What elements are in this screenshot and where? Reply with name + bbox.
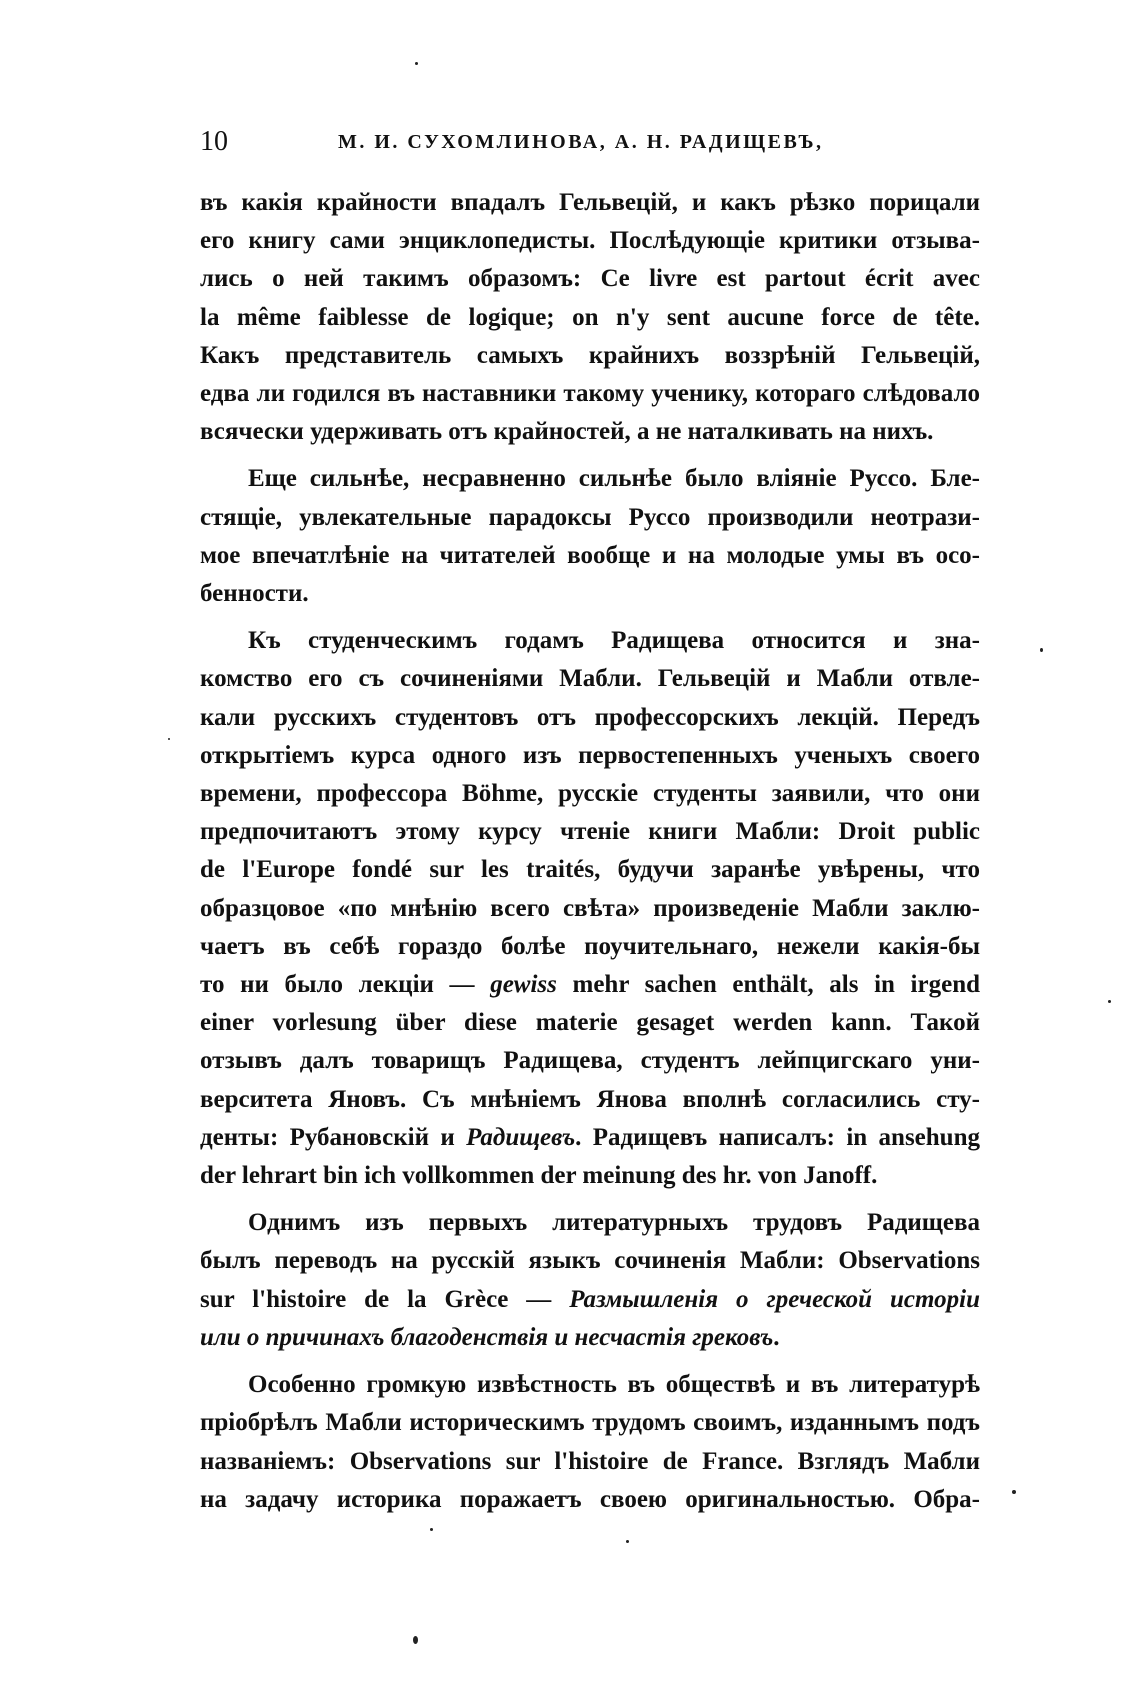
text-line: времени, профессора Böhme, русскіе студенты заявили, что они xyxy=(200,780,980,808)
text-line: Особенно громкую извѣстность въ обществѣ и въ литературѣ xyxy=(248,1371,980,1399)
paragraph-3 xyxy=(200,622,980,1195)
text-line xyxy=(200,1119,980,1157)
scan-speck xyxy=(413,1636,418,1644)
text-run: . xyxy=(773,1323,780,1351)
paragraph-1 xyxy=(200,184,980,451)
scan-speck xyxy=(168,738,170,740)
text-line: отзывъ далъ товарищъ Радищева, студентъ лейпцигскаго уни- xyxy=(200,1047,980,1075)
text-line: einer vorlesung über diese materie gesaget werden kann. Такой xyxy=(200,1009,980,1037)
text-line: открытіемъ курса одного изъ первостепенныхъ ученыхъ своего xyxy=(200,741,980,769)
scan-speck xyxy=(430,1528,433,1531)
italic-text: gewiss xyxy=(490,971,557,999)
scan-speck xyxy=(1108,1000,1111,1003)
text-line: бенности. xyxy=(200,580,309,608)
paragraph-5 xyxy=(200,1366,980,1519)
text-line: стящіе, увлекательные парадоксы Руссо производили неотрази- xyxy=(200,503,980,531)
text-line xyxy=(200,966,980,1004)
body-text xyxy=(200,184,980,1528)
text-line: на задачу историка поражаетъ своею оригинальностью. Обра- xyxy=(200,1485,980,1513)
text-line: Къ студенческимъ годамъ Радищева относится и зна- xyxy=(248,627,980,655)
text-line: Какъ представитель самыхъ крайнихъ воззрѣній Гельвецій, xyxy=(200,341,980,369)
italic-text: Радищевъ xyxy=(466,1123,576,1151)
page-header xyxy=(200,122,980,162)
text-run: mehr sachen enthält, als in irgend xyxy=(556,971,981,999)
paragraph-2 xyxy=(200,460,980,613)
text-line xyxy=(200,1319,980,1357)
text-line: комство его съ сочиненіями Мабли. Гельвецій и Мабли отвле- xyxy=(200,665,980,693)
page-number: 10 xyxy=(200,126,228,157)
text-line: предпочитаютъ этому курсу чтеніе книги Мабли: Droit public xyxy=(200,818,980,846)
scan-speck xyxy=(1012,1490,1016,1494)
scan-speck xyxy=(626,1540,629,1543)
text-run: то ни было лекціи — xyxy=(200,971,491,999)
running-head: М. И. СУХОМЛИНОВА, А. Н. РАДИЩЕВЪ, xyxy=(338,131,824,153)
text-line: чаетъ въ себѣ гораздо болѣе поучительнаго, нежели какія-бы xyxy=(200,932,980,960)
italic-text: или о причинахъ благоденствія и несчастія грековъ xyxy=(200,1323,774,1351)
text-line: Однимъ изъ первыхъ литературныхъ трудовъ Радищева xyxy=(248,1209,980,1237)
text-line: Еще сильнѣе, несравненно сильнѣе было вліяніе Руссо. Бле- xyxy=(248,465,980,493)
text-line: верситета Яновъ. Съ мнѣніемъ Янова вполнѣ согласились сту- xyxy=(200,1085,980,1113)
text-line: образцовое «по мнѣнію всего свѣта» произведеніе Мабли заклю- xyxy=(200,894,980,922)
text-run: . Радищевъ написалъ: in ansehung xyxy=(575,1123,980,1151)
text-line: его книгу сами энциклопедисты. Послѣдующіе критики отзыва- xyxy=(200,227,980,255)
paragraph-4 xyxy=(200,1204,980,1357)
text-line: едва ли годился въ наставники такому ученику, котораго слѣдовало xyxy=(200,380,980,408)
text-run: sur l'histoire de la Grèce — xyxy=(200,1285,570,1313)
text-line: названіемъ: Observations sur l'histoire de France. Взглядъ Мабли xyxy=(200,1447,980,1475)
text-line: la même faiblesse de logique; on n'y sent aucune force de tête. xyxy=(200,303,980,331)
scan-speck xyxy=(1040,648,1043,652)
italic-text: Размышленія о греческой исторіи xyxy=(569,1285,980,1313)
text-line: въ какія крайности впадалъ Гельвецій, и какъ рѣзко порицали xyxy=(200,189,980,216)
text-line: de l'Europe fondé sur les traités, будучи заранѣе увѣрены, что xyxy=(200,856,980,884)
text-line: пріобрѣлъ Мабли историческимъ трудомъ своимъ, изданнымъ подъ xyxy=(200,1409,980,1437)
text-line: всячески удерживать отъ крайностей, а не наталкивать на нихъ. xyxy=(200,418,934,446)
text-line: der lehrart bin ich vollkommen der meinung des hr. von Janoff. xyxy=(200,1162,878,1190)
text-line: лись о ней такимъ образомъ: Ce livre est partout écrit avec xyxy=(200,265,980,293)
text-line: былъ переводъ на русскій языкъ сочиненія Мабли: Observations xyxy=(200,1247,980,1275)
text-line: кали русскихъ студентовъ отъ профессорскихъ лекцій. Передъ xyxy=(200,703,980,731)
scan-speck xyxy=(415,62,418,65)
text-line xyxy=(200,1281,980,1319)
text-line: мое впечатлѣніе на читателей вообще и на молодые умы въ осо- xyxy=(200,541,980,569)
text-run: денты: Рубановскій и xyxy=(200,1123,467,1151)
